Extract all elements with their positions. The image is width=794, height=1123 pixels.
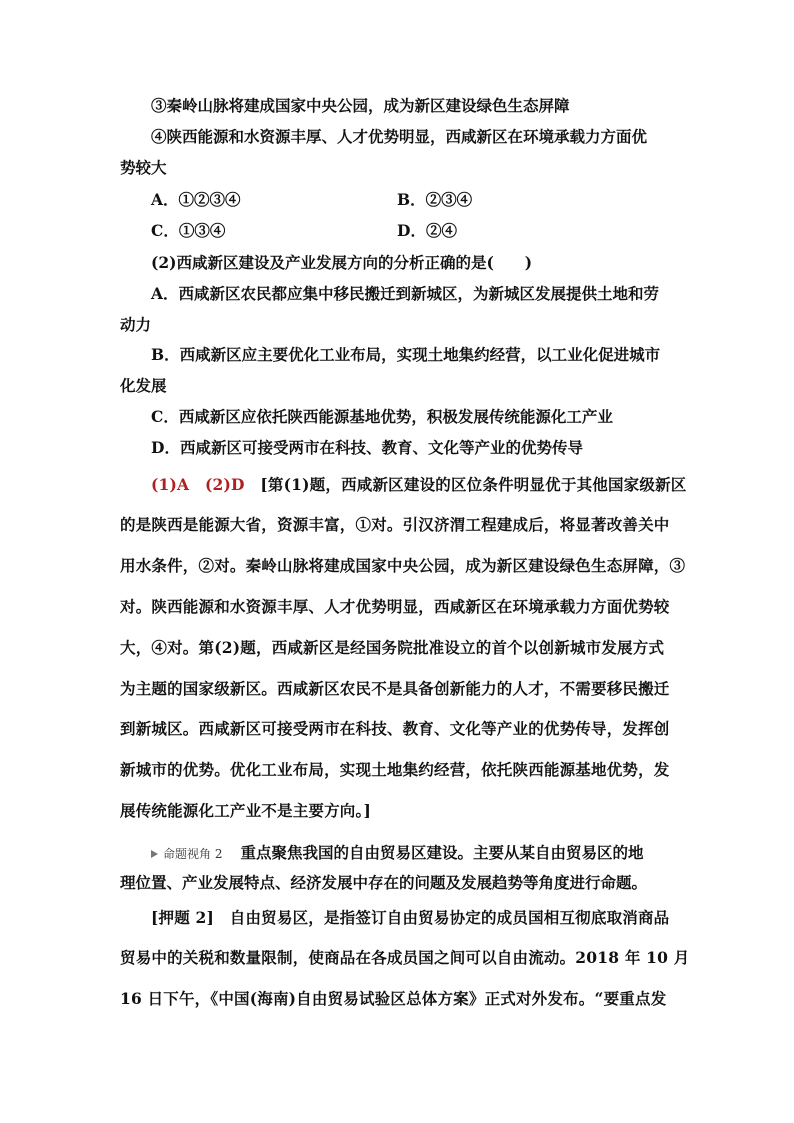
push-question-label: [押题 2] <box>151 908 215 927</box>
push-question-line1 <box>151 907 669 929</box>
push-question-text-1: 自由贸易区，是指签订自由贸易协定的成员国相互彻底取消商品 <box>229 908 670 927</box>
triangle-marker-icon <box>151 850 158 858</box>
explanation-line-5: 为主题的国家级新区。西咸新区农民不是具备创新能力的人才，不需要移民搬迁 <box>120 679 670 698</box>
q2-option-a-line2: 动力 <box>120 315 152 334</box>
question-2-stem: (2)西咸新区建设及产业发展方向的分析正确的是( ) <box>151 253 533 272</box>
answer-line-1 <box>151 474 686 496</box>
push-question-line3: 16 日下午，《中国(海南)自由贸易试验区总体方案》正式对外发布。“要重点发 <box>120 989 667 1008</box>
option-c: C．①③④ <box>151 221 226 240</box>
answer-key: (1)A (2)D <box>151 475 245 494</box>
explanation-line-1: 的是陕西是能源大省，资源丰富，①对。引汉济渭工程建成后，将显著改善关中 <box>120 515 670 534</box>
item-4-line1: ④陕西能源和水资源丰厚、人才优势明显，西咸新区在环境承载力方面优 <box>151 127 648 146</box>
item-4-line2: 势较大 <box>120 158 167 177</box>
option-a: A．①②③④ <box>151 190 241 209</box>
explanation-line-8: 展传统能源化工产业不是主要方向。] <box>120 801 371 820</box>
q2-option-b-line1: B．西咸新区应主要优化工业布局，实现土地集约经营，以工业化促进城市 <box>151 345 661 364</box>
q2-option-d: D．西咸新区可接受两市在科技、教育、文化等产业的优势传导 <box>151 438 583 457</box>
explanation-line-4: 大，④对。第(2)题，西咸新区是经国务院批准设立的首个以创新城市发展方式 <box>120 638 665 657</box>
explanation-line-0: [第(1)题，西咸新区建设的区位条件明显优于其他国家级新区 <box>260 475 687 494</box>
option-d: D．②④ <box>397 221 457 240</box>
q2-option-a-line1: A．西咸新区农民都应集中移民搬迁到新城区，为新城区发展提供土地和劳 <box>151 284 660 303</box>
item-3: ③秦岭山脉将建成国家中央公园，成为新区建设绿色生态屏障 <box>151 96 570 115</box>
explanation-line-3: 对。陕西能源和水资源丰厚、人才优势明显，西咸新区在环境承载力方面优势较 <box>120 597 670 616</box>
q2-option-b-line2: 化发展 <box>120 376 167 395</box>
option-b: B．②③④ <box>397 190 473 209</box>
explanation-line-2: 用水条件，②对。秦岭山脉将建成国家中央公园，成为新区建设绿色生态屏障，③ <box>120 556 686 575</box>
perspective-text-1: 重点聚焦我国的自由贸易区建设。主要从某自由贸易区的地 <box>240 843 644 862</box>
explanation-line-7: 新城市的优势。优化工业布局，实现土地集约经营，依托陕西能源基地优势，发 <box>120 760 670 779</box>
perspective-line1 <box>151 842 643 865</box>
perspective-line2: 理位置、产业发展特点、经济发展中存在的问题及发展趋势等角度进行命题。 <box>120 873 648 892</box>
push-question-line2: 贸易中的关税和数量限制，使商品在各成员国之间可以自由流动。2018 年 10 月 <box>120 948 690 967</box>
explanation-line-6: 到新城区。西咸新区可接受两市在科技、教育、文化等产业的优势传导，发挥创 <box>120 719 670 738</box>
perspective-tag: 命题视角 2 <box>163 847 223 861</box>
q2-option-c: C．西咸新区应依托陕西能源基地优势，积极发展传统能源化工产业 <box>151 407 613 426</box>
